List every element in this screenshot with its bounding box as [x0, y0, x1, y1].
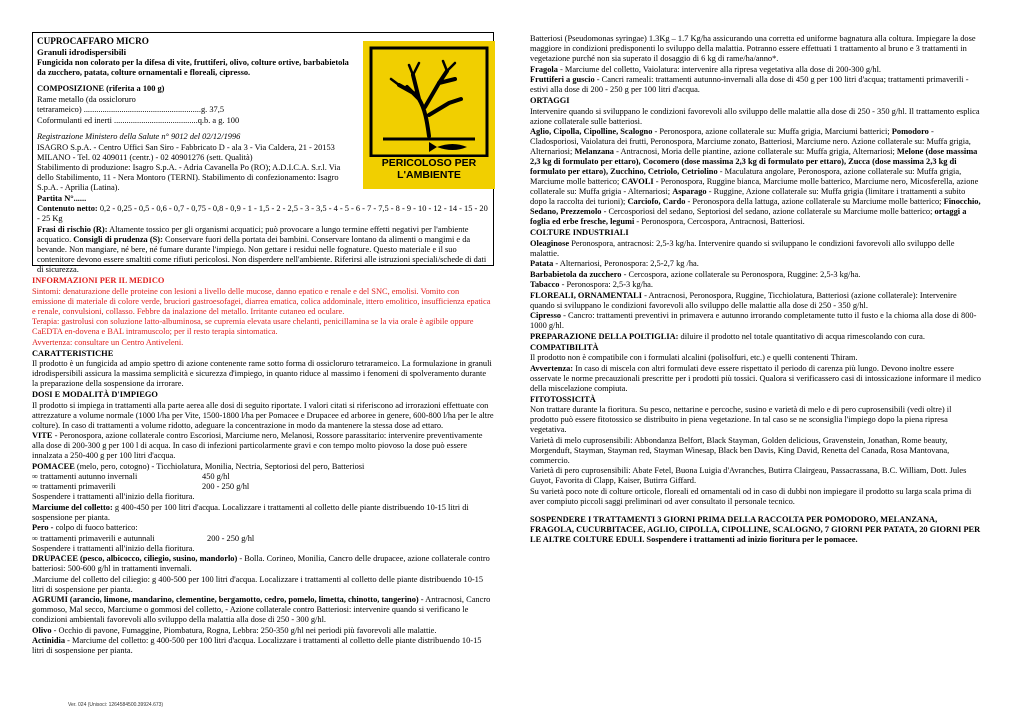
carciofo-text: - Peronospora della lattuga, azione collaterale su Marciume molle batterico;: [685, 197, 944, 206]
olivo-label: Olivo: [32, 625, 52, 635]
version-footer: Ver. 024 (Unisoci: 1264584500.39924.673): [68, 702, 164, 708]
oleaginose-text: Peronospora, antracnosi: 2,5-3 kg/ha. Intervenire quando si sviluppano le condizioni favorevoli allo sviluppo delle malattie.: [530, 238, 955, 258]
dose-row: [32, 472, 494, 482]
product-name: CUPROCAFFARO MICRO: [37, 36, 149, 46]
right-column: [530, 34, 981, 545]
ortaggi-crops-paragraph: [530, 127, 981, 227]
melanzana-text: - Antracnosi, Moria delle piantine, azione collaterale su: Muffa grigia, Alternariosi;: [613, 147, 897, 156]
carciofo-label: Carciofo, Cardo: [627, 197, 686, 206]
fruttiferi-text: - Cancri rameali: trattamenti autunno-invernali alla dose di 450 g per 100 litri d'acqua; trattamenti primaverili - estivi alla dose di 200 - 250 g per 100 litri d'acqua.: [530, 75, 969, 94]
characteristics-text: Il prodotto è un fungicida ad ampio spettro di azione contenente rame sotto forma di ossicloruro tetrarameico. La formulazione in granuli idrodispersibili assicura la massima semplicità e sicurezza d'impiego, in quanto riduce al massimo i fenomeni di spolveramento durante la preparazione della sospensione da irrorare.: [32, 359, 492, 388]
barbabietola-text: - Cercospora, azione collaterale su Peronospora, Ruggine: 2,5-3 kg/ha.: [621, 269, 861, 279]
dose-row-label: ∞ trattamenti autunno invernali: [32, 472, 138, 481]
tabacco-text: - Peronospora: 2,5-3 kg/ha.: [559, 280, 653, 289]
avvertenza-text: In caso di miscela con altri formulati deve essere rispettato il periodo di carenza più lungo. Devono inoltre essere osservate le norme precauzionali prescritte per i prodotti più tossici. Qualora si verificassero casi di intossicazione informare il medico della miscelazione compiuta.: [530, 363, 981, 393]
melone-text: - Maculatura angolare, Peronospora, azione collaterale su: Muffa grigia, Marciume molle batterico;: [530, 167, 962, 186]
medical-symptoms: Sintomi: denaturazione delle proteine con lesioni a livello delle mucose, danno epatico e renale e del SNC, emolisi. Vomito con emissione di materiale di colore verde, bruciori gastroesofagei, diarrea ematica, colica addominale, ittero emolitico, insufficienza epatica e renale, convulsioni, collasso. Febbre da inalazione del metallo. Irritante cutaneo ed oculare.: [32, 286, 491, 316]
risk-phrases: [37, 225, 489, 275]
industriali-heading: COLTURE INDUSTRIALI: [530, 228, 629, 237]
barbabietola-label: Barbabietola da zucchero: [530, 269, 622, 279]
cipresso-label: Cipresso: [530, 311, 562, 320]
net-content-values: 0,2 - 0,25 - 0,5 - 0,6 - 0,7 - 0,75 - 0,8 - 0,9 - 1 - 1,5 - 2 - 2,5 - 3 - 3,5 - 4 - 5 - 6 - 7 - 7,5 - 8 - 9 - 10 - 12 - 14 - 15 - 20 - 25 Kg: [37, 204, 488, 223]
net-content-label: Contenuto netto:: [37, 204, 98, 213]
product-intro: Fungicida non colorato per la difesa di vite, fruttiferi, olivo, colture ortive, barbabietola da zucchero, patata, colture ornamentali e floreali, cipresso.: [37, 57, 349, 77]
hazard-label: PERICOLOSO PER L'AMBIENTE: [363, 157, 495, 184]
prudence-text: Conservare fuori della portata dei bambini. Conservare lontano da alimenti o mangimi e da bevande. Non mangiare, né bere, né fumare durante l'impiego. Non gettare i residui nelle fognature. Questo materiale e il suo contenitore devono essere smaltiti come rifiuti pericolosi. Non disperdere nell'ambiente. Riferirsi alle istruzioni speciali/schede di dati di sicurezza.: [37, 234, 487, 274]
dose-row-value: 200 - 250 g/hl: [202, 482, 250, 491]
final-notice: SOSPENDERE I TRATTAMENTI 3 GIORNI PRIMA DELLA RACCOLTA PER POMODORO, MELANZANA, FRAGOLA, CUCURBITACEE, AGLIO, CIPOLLA, CIPOLLINE, SCALOGNO, 7 GIORNI PER PATATA, 20 GIORNI PER LE ALTRE COLTURE EDULI. Sospendere i trattamenti ad inizio fioritura per le pomacee.: [530, 514, 981, 544]
dose-row: [32, 534, 494, 544]
cipresso-paragraph: [530, 311, 981, 331]
pero-text: colpo di fuoco batterico:: [53, 523, 138, 532]
actinidia-label: Actinidia: [32, 636, 66, 645]
drupacee-paragraph: [32, 554, 494, 574]
formulation: Granuli idrodispersibili: [37, 47, 127, 57]
olivo-text: - Occhio di pavone, Fumaggine, Piombatura, Rogna, Lebbra: 250-350 g/hl nei periodi più favorevoli alle malattie.: [51, 625, 437, 635]
tabacco-paragraph: [530, 280, 981, 290]
aglio-text: - Peronospora, azione collaterale su: Muffa grigia, Marciumi batterici;: [652, 127, 892, 136]
ortaggi-heading: ORTAGGI: [530, 96, 570, 105]
doses-heading: DOSI E MODALITÀ D'IMPIEGO: [32, 390, 158, 399]
dose-row: [32, 482, 494, 492]
medical-therapy: Terapia: gastrolusi con soluzione latto-albuminosa, se cupremia elevata usare chelanti, penicillamina se la via orale è agibile oppure CaEDTA en-dovena e BAL intramuscolo; per il resto terapia sintomatica.: [32, 317, 474, 336]
dose-row-label: ∞ trattamenti primaverili e autunnali: [32, 533, 155, 543]
pomacee-suspend: Sospendere i trattamenti all'inizio della fioritura.: [32, 492, 195, 501]
cavoli-label: CAVOLI: [621, 177, 654, 186]
composition-line: Rame metallo (da ossicloruro: [37, 94, 136, 104]
finocchio-text: - Cercosporiosi del sedano, Septoriosi del sedano, azione collaterale su Marciume molle batterico;: [601, 207, 935, 216]
label-box: [32, 32, 494, 274]
drupacee-label: DRUPACEE (pesco, albicocco, ciliegio, susino, mandorlo): [32, 554, 238, 563]
pomacee-label: POMACEE: [32, 461, 75, 471]
medical-warning: Avvertenza: consultare un Centro Antiveleni.: [32, 337, 184, 347]
oleaginose-label: Oleaginose: [530, 238, 570, 248]
avvertenza-label: Avvertenza:: [530, 363, 574, 373]
avvertenza-paragraph: [530, 364, 981, 394]
net-content: [37, 204, 489, 224]
ortaggi-foglia-text: - Peronospora, Cercospora, Antracnosi, Batteriosi.: [634, 217, 805, 226]
fitotossicita-text: Non trattare durante la fioritura. Su pesco, nettarine e percoche, susino e varietà di melo e di pero cuprosensibili (vedi oltre) il prodotto può essere fitotossico se distribuito in piena vegetazione. In tal caso se ne sconsiglia l'impiego dopo la piena ripresa vegetativa.: [530, 405, 952, 434]
fragola-label: Fragola: [530, 64, 558, 74]
composition-heading: COMPOSIZIONE (riferita a 100 g): [37, 84, 165, 93]
floreali-paragraph: [530, 291, 981, 311]
marciume-paragraph: [32, 503, 494, 523]
barbabietola-paragraph: [530, 270, 981, 280]
left-column: [32, 32, 494, 657]
drupacee-marciume: .Marciume del colletto del ciliegio: g 400-500 per 100 litri d'acqua. Localizzare i trattamenti al colletto delle piante distribuendo 10-15 litri di sospensione per pianta.: [32, 574, 484, 594]
oleaginose-paragraph: [530, 239, 981, 259]
pero-label: Pero -: [32, 523, 54, 532]
tabacco-label: Tabacco: [530, 280, 560, 289]
composition-line: tetrarameico) ........................................................g. 37,5: [37, 105, 225, 114]
risk-label: Frasi di rischio (R):: [37, 224, 108, 234]
preparazione-heading: PREPARAZIONE DELLA POLTIGLIA:: [530, 331, 679, 341]
company-address: ISAGRO S.p.A. - Centro Uffici San Siro - Fabbricato D - ala 3 - Via Caldera, 21 - 20153 MILANO - Tel. 02 409011 (centr.) - 02 40901276 (sett. Qualità): [37, 142, 335, 162]
actinidia-paragraph: [32, 636, 494, 656]
production-plants: Stabilimento di produzione: Isagro S.p.A. - Adria Cavanella Po (RO); A.D.I.C.A. S.r.l. Via dello Stabilimento, 11 - Nera Montoro (TERNI). Stabilimento di confezionamento: Isagro S.p.A. - Aprilia (Latina).: [37, 163, 341, 192]
batteriosi-paragraph: Batteriosi (Pseudomonas syringae) 1.3Kg – 1.7 Kg/ha assicurando una corretta ed uniforme bagnatura alla coltura. Impiegare la dose maggiore in condizioni predisponenti lo sviluppo della malattia. Potranno essere effettuati 1 trattamento al bruno e 3 trattamenti in vegetazione purché non sia superato il dosaggio di 6 kg di rame/ha/anno*.: [530, 34, 976, 63]
pero-varieties: Varietà di pero cuprosensibili: Abate Fetel, Buona Luigia d'Avranches, Butirra Clairgeau, Passacrassana, B.C. William, Dott. Jules Guyot, Favorita di Clapp, Kaiser, Butirra Giffard.: [530, 466, 967, 485]
prudence-label: Consigli di prudenza (S):: [73, 234, 163, 244]
composition-line: Coformulanti ed inerti ........................................q.b. a g. 100: [37, 115, 240, 125]
floreali-text: - Antracnosi, Peronospora, Ruggine, Ticchiolatura, Batteriosi (azione collaterale): Intervenire quando si sviluppano le condizioni favorevoli allo sviluppo delle malattie alla dose di 250 - 350 g/hl.: [530, 290, 957, 310]
marciume-label: Marciume del colletto:: [32, 502, 113, 512]
pomodoro-label: Pomodoro: [891, 127, 929, 136]
aglio-label: Aglio, Cipolla, Cipolline, Scalogno: [530, 127, 653, 136]
vite-text: - Peronospora, azione collaterale contro Escoriosi, Marciume nero, Melanosi, Rossore parassitario: intervenire preventivamente alla dose di 200-300 g per 100 l di acqua. In caso di infezioni particolarmente gravi e con tempo molto piovoso la dose può essere innalzata a 250-400 g per 100 litri d'acqua.: [32, 431, 483, 460]
agrumi-paragraph: [32, 595, 494, 625]
pomacee-text: (melo, pero, cotogno) - Ticchiolatura, Monilia, Nectria, Septoriosi del pero, Batteriosi: [74, 461, 365, 471]
vite-paragraph: [32, 431, 494, 461]
preparazione-text: diluire il prodotto nel totale quantitativo di acqua rimescolando con cura.: [678, 331, 925, 341]
melanzana-label: Melanzana: [574, 147, 614, 156]
pero-paragraph: [32, 523, 494, 533]
patata-paragraph: [530, 259, 981, 269]
characteristics-heading: CARATTERISTICHE: [32, 348, 114, 358]
fitotossicita-heading: FITOTOSSICITÀ: [530, 394, 596, 404]
patata-label: Patata: [530, 259, 554, 268]
floreali-label: FLOREALI, ORNAMENTALI: [530, 290, 642, 300]
doses-intro: Il prodotto si impiega in trattamenti alla parte aerea alle dosi di seguito riportate. I valori citati si riferiscono ad irrorazioni effettuate con attrezzature a volume normale (1000 l/ha per Vite, 1500-1800 l/ha per Pomacee e Drupacee ed arboree in genere, 600-800 l/ha per le altre colture). In caso di trattamenti a volume ridotto, adeguare la concentrazione in modo da mantenere la stessa dose ad ettaro.: [32, 400, 494, 430]
risk-text: Altamente tossico per gli organismi acquatici; può provocare a lungo termine effetti negativi per l'ambiente acquatico.: [37, 224, 469, 244]
agrumi-text: - Antracnosi, Cancro gommoso, Mal secco, Marciume o gommosi del colletto, - Azione collaterale contro Batteriosi: intervenire quando si verificano le condizioni ambientali favorevoli allo sviluppo della malattia alla dose di 250 - 300 g/hl.: [32, 595, 491, 624]
patata-text: - Alternariosi, Peronospora: 2,5-2,7 kg /ha.: [553, 259, 699, 268]
label-text: [37, 36, 355, 193]
compatibilita-text: Il prodotto non è compatibile con i formulati alcalini (polisolfuri, etc.) e quelli contenenti Thiram.: [530, 353, 858, 362]
ortaggi-intro: Intervenire quando si sviluppano le condizioni favorevoli allo sviluppo delle malattie alla dose di 250 - 350 g/hl. Il trattamento esplica azione collaterale sulle batteriosi.: [530, 106, 980, 126]
compatibilita-heading: COMPATIBILITÀ: [530, 342, 599, 352]
pero-suspend: Sospendere i trattamenti all'inizio della fioritura.: [32, 543, 195, 553]
asparago-text: - Ruggine, Azione collaterale su: Muffa grigia (limitare i trattamenti a subito dopo la raccolta dei turioni);: [530, 187, 966, 206]
ortaggi-foglia-label: ortaggi a foglia ed erbe fresche, legumi: [530, 207, 967, 226]
melo-varieties: Varietà di melo cuprosensibili: Abbondanza Belfort, Black Stayman, Golden delicious, Gravenstein, Jonathan, Rome beauty, Morgenduft, Stayman, Stayman red, Stayman Winesap, Black ben Davis, King David, Renetta del Canada, Rosa Mantovana, commercio.: [530, 435, 950, 465]
olivo-paragraph: [32, 626, 494, 636]
fruttiferi-paragraph: [530, 75, 981, 95]
fragola-text: - Marciume del colletto, Vaiolatura: intervenire alla ripresa vegetativa alla dose di 200-300 g/hl.: [557, 64, 882, 74]
marciume-text: g 400-450 per 100 litri d'acqua. Localizzare i trattamenti al colletto delle piante distribuendo 10-15 litri di sospensione per pianta.: [32, 502, 469, 522]
asparago-label: Asparago: [672, 187, 707, 196]
pomacee-paragraph: [32, 462, 494, 472]
fragola-paragraph: [530, 65, 981, 75]
dose-row-label: ∞ trattamenti primaverili: [32, 482, 116, 491]
dose-row-value: 200 - 250 g/hl: [207, 533, 255, 543]
lot-number: Partita N°......: [37, 193, 87, 203]
actinidia-text: - Marciume del colletto: g 400-500 per 100 litri d'acqua. Localizzare i trattamenti al colletto delle piante distribuendo 10-15 litri di sospensione per pianta.: [32, 636, 482, 655]
cipresso-text: - Cancro: trattamenti preventivi in primavera e autunno irrorando completamente tutto il fusto e la chioma alla dose di 800-1000 g/hl.: [530, 311, 977, 330]
medical-heading: INFORMAZIONI PER IL MEDICO: [32, 276, 165, 285]
melone-label: Melone (dose massima 2,3 kg di formulato per ettaro), Cocomero (dose massima 2,3 kg di formulato per ettaro), Zucca (dose massima 2,3 kg di formulato per ettaro), Zucchino, Cetriolo, Cetriolino: [530, 147, 978, 176]
registration: Registrazione Ministero della Salute n° 9012 del 02/12/1996: [37, 132, 241, 141]
agrumi-label: AGRUMI (arancio, limone, mandarino, clementine, bergamotto, cedro, pomelo, limetta, chinotto, tangerino): [32, 595, 419, 604]
finocchio-label: Finocchio, Sedano, Prezzemolo: [530, 197, 981, 216]
test-advice: Su varietà poco note di colture orticole, floreali ed ornamentali od in caso di dubbi non impiegare il prodotto su larga scala prima di aver compiuto piccoli saggi preliminari od aver consultato il personale tecnico.: [530, 486, 972, 506]
dose-row-value: 450 g/hl: [202, 472, 230, 481]
drupacee-text: - Bolla. Corineo, Monilia, Cancro delle drupacee, azione collaterale contro batteriosi: 500-600 g/hl in trattamenti invernali.: [32, 554, 490, 573]
preparazione-paragraph: [530, 332, 981, 342]
fruttiferi-label: Fruttiferi a guscio: [530, 75, 595, 84]
cavoli-text: - Peronospora, Ruggine bianca, Marciume molle batterico, Marciume nero, Micosferella, azione collaterale su: Muffa grigia - Alternariosi;: [530, 177, 979, 196]
vite-label: VITE: [32, 431, 53, 440]
pomodoro-text: - Cladosporiosi, Vaiolatura dei frutti, Peronospora, Marciume zonato, Batteriosi, Marciume nero. Azione collaterale su: Muffa grigia, Alternariosi;: [530, 127, 971, 156]
